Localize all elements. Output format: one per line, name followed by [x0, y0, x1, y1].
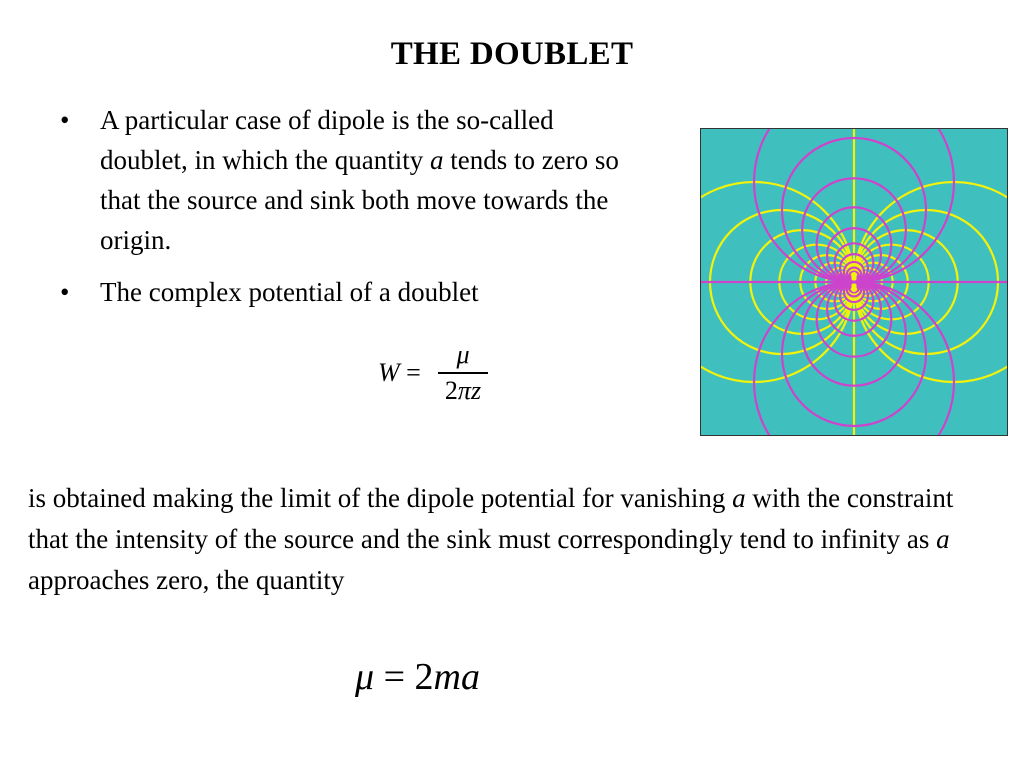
denominator-pi: π: [457, 376, 471, 405]
formula-mu: μ: [355, 656, 375, 698]
formula-equals-two: = 2: [374, 656, 434, 698]
formula-lhs: [378, 358, 427, 388]
bullet-item-doublet-definition: [60, 100, 640, 260]
variable-a: a: [936, 524, 950, 554]
source-point: [851, 272, 857, 278]
bullet-item-complex-potential: [60, 272, 640, 312]
bullet-text-part: tends to zero so that the source and sink both move towards the origin.: [100, 145, 619, 255]
explanation-paragraph: [28, 478, 988, 601]
mu-definition-formula: [355, 655, 480, 699]
formula-fraction: [438, 340, 488, 406]
formula-numerator: μ: [456, 340, 470, 369]
formula-W: W: [378, 358, 400, 387]
formula-equals: =: [399, 358, 428, 387]
denominator-coefficient: 2: [444, 376, 458, 405]
slide-title: THE DOUBLET: [390, 36, 634, 72]
paragraph-text: with the constraint that the intensity of the source and the sink must correspondingly tend to infinity as: [28, 483, 954, 554]
bullet-text-part: A particular case of dipole is the so-called doublet, in which the quantity: [100, 105, 554, 175]
variable-a: a: [732, 483, 746, 513]
doublet-flow-field-figure: [700, 128, 1008, 436]
sink-point: [851, 286, 857, 292]
paragraph-text: approaches zero, the quantity: [28, 565, 345, 595]
denominator-z: z: [470, 376, 482, 405]
fraction-bar: [438, 372, 488, 374]
formula-ma: ma: [433, 656, 480, 698]
bullet-dot: •: [60, 105, 70, 135]
paragraph-text: is obtained making the limit of the dipole potential for vanishing: [28, 483, 733, 513]
bullet-list: [60, 100, 640, 324]
variable-a: a: [429, 145, 444, 175]
formula-denominator: [438, 376, 488, 406]
bullet-text: The complex potential of a doublet: [100, 277, 479, 307]
bullet-dot: •: [60, 277, 70, 307]
